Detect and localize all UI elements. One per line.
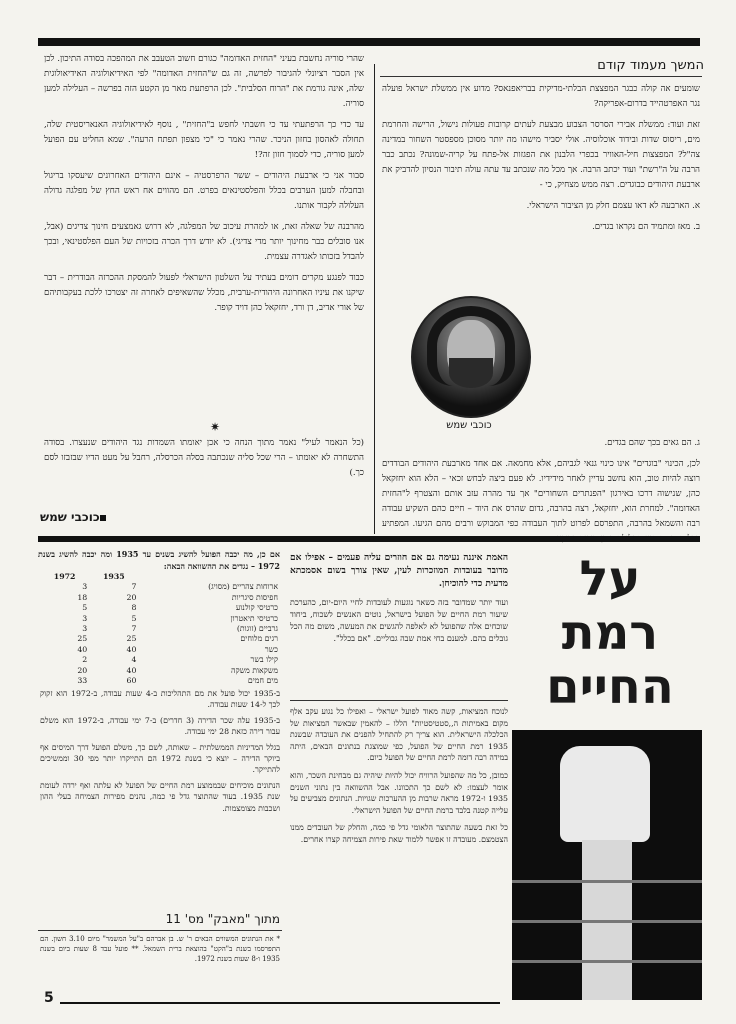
item-cell: רגים מלוחים [240, 634, 278, 644]
footnotes: * את הנתונים המשווים הבאים ר' ש. בן אברהם ב"על המשמר" מיום 3.10 חשון. הם התפרסמו בשנת ב"הקט" בהוצאת ברית השמאל. ** פועל עבד 8 שעות ביום בשנת 1935 ו-8 שעות בשנת 1972. [40, 935, 280, 963]
value-b-cell: 25 [77, 634, 88, 644]
paragraph: ב-1935 יכול פועל את מם התהליכות ב-4 שעות עבודה, ב-1972 הוא זקוק לכך ל-14 שעות עבודה. [40, 689, 280, 710]
item-cell: משקאות משקה [230, 665, 278, 675]
article-column-left [44, 52, 364, 322]
year-a-header: 1935 [102, 572, 125, 581]
year-b-header: 1972 [53, 572, 76, 581]
comparison-intro [38, 548, 280, 572]
value-a-cell: 4 [131, 655, 137, 665]
table-header-row [40, 572, 280, 582]
feature-lead-column [290, 552, 508, 651]
paragraph: לנוכח המציאות, קשה מאוד לפועל ישראלי – ואפילו כל נגוע עקב אלף מקום באמיתות ה,,סטטיסטיות" הללו – להאמין שבאשר המציאות של הכלכלה הישראלית. הוא צריך רק להתחיל להפנים את העובדה שבשנת 1935 רמת החיים של הפועל, כפי שמוצגת בנתונים הבאים, היתה במידה רבה דומה לרמת החיים של הפועל כיום. [290, 707, 508, 763]
title-line: החיים [546, 659, 674, 715]
paragraph: כל זאת בשעה שהתוצר הלאומי גדל פי כמה, והחלק של העובדים ממנו הצטמצם. מעובדה זו אפשר ללמוד שאת פירות הצמיחה קצרו אחרים. [290, 823, 508, 844]
table-intro: אם כן, מה יכבה הפועל להשיג בשנים עד 1935 ומה יכבה להשיג בשנת 1972 – נגדים את ההשוואה הבאה: [38, 549, 280, 571]
table-row [40, 676, 280, 686]
paragraph: בגלל המדיניות הממשלתית – שאותה, לשם כך, משלם הפועל דרך המיסים אף ביוקר הדירה – יוצא כי בשנת 1972 הם התייקרו יותר מפי 30 וממשיכים להתייקר. [40, 742, 280, 775]
table-row [40, 666, 280, 676]
illustration-stripe [512, 960, 702, 963]
paragraph: שומעים אה קולה כבגר המפצצת הבלתי-מדיקית בבריאפנאס? מדוע אין ממשלת ישראל פועלה נגר האפרטהייד בדרום-אפריקה? [382, 84, 700, 109]
value-b-cell: 40 [77, 644, 88, 654]
portrait-beard [449, 358, 493, 388]
paragraph: שהרי סוריה נחשבת בעיני "החזית האדומה" כגורם חשוב הטעבב את המהפכה בסודה התיכון. לכן אין הסבר רציונלי להגיבור לפרשה, זה גם ש"החזית האדומה" לפי האידיאולוגיה האידיאולוגית שלה, אינה גורמת את "הרוח הסלבית". לכן הרפתעת מאר מן הקטע הזה בפרשה – העלילה למען סוריה. [44, 54, 364, 109]
paragraph: ג. הם גאים בכך שהם בגדים. [604, 438, 700, 448]
paragraph: ב. מאז ומתמיד הם נקראו בגדים. [592, 222, 700, 232]
paragraph: א. הארבעה לא דאו עצמם חלק מן הציבור הישראלי. [526, 201, 700, 211]
table-row [40, 603, 280, 613]
fist-shape [560, 746, 650, 842]
value-a-cell: 7 [131, 582, 137, 592]
continued-header: המשך מעמוד קודם [597, 58, 704, 73]
feature-lead: האמת איננה נעימה גם אם חוזרים עליה פעמים – אפילו אם מדובר בעובדות המוזכרות לעין, שאין צורך בשום אסמכתא מדעית כדי להוכיחן. [290, 553, 508, 589]
author-portrait [411, 296, 531, 418]
paragraph: כבוד לפנגע מקרים דומים בעתיד על השלטון הישראלי לפעול להמסקת ההכרזה הבודרית – דבר שיקנו את עיניו האחרונה היהודית-ערבית, מכלל שהשאיפים לאחרה זה יצטרכו ללכת בעקבותיהם של אורי אדיב, דן ורד, יחזקאל כהן דויד קופר. [44, 273, 364, 313]
value-b-cell: 3 [82, 613, 88, 623]
paragraph: ועוד יותר שמדובר בזה כשאר נוגעות לעובדות לחיי היום-יום, כהערכת שיעור רמת החיים של הפועל בישראל, נוטים האנשים לשכוח, ביחוד שוכחים אלה שהפועל לא לאלפה להגשים את המעשה, משום מה הכל גובלים בהם. למענם בחי אמת שבה גבוליים. "אם בכלל". [290, 598, 508, 643]
title-line: על [579, 551, 641, 607]
table-row [40, 655, 280, 665]
item-cell: מים חמים [247, 676, 278, 686]
footer-rule [60, 1002, 500, 1004]
paragraph: הנתונים מוכיחים שבממוצע רמת החיים של הפועל לא עלתה ואף ירדה לעומת שנת 1935. בעוד שהתוצר גדל פי כמה, נהנים מפירות הצמיחה בעלי ההון ושכבות מצומצמות. [40, 780, 280, 813]
value-a-cell: 5 [131, 613, 137, 623]
table-row [40, 582, 280, 592]
value-a-cell: 7 [131, 624, 137, 634]
article-column-right [382, 82, 700, 241]
paragraph: מהרבנה של שאלה זאת, או למהרת עיכוב של המפלגה, לא דרוש גאמצעים חינוך צדיגים (אבל, אנו סובלים כבר מחינוך יותר מדי צדיגי). לא יודש דרך הכרה בזכויות של העם הפלסטינאי, ובכך להבדל בזכותו לאגדרה עצמית. [44, 222, 364, 262]
page-number: 5 [44, 990, 54, 1006]
raised-fist-illustration [512, 730, 702, 1000]
value-a-cell: 60 [126, 676, 137, 686]
section-asterisk: ✷ [210, 420, 221, 434]
author-signature [40, 510, 166, 524]
header-cell [138, 572, 280, 582]
paragraph: לכן, הכינוי "בוגדים" אינו כינוי גנאי לגביהם, אלא מחמאה. אם אחד מארבעת היהודים הבודדים רוצה להיות טוב, הוא נחשב עדיין לאחר מידידיו. לא פעם ביצה לבחש זכאי – הלא הוא יחזקאל כהן, שנישוה דרכו באירגון "הפנתרים השחורים" אך עד מהרה עזב אותם והצטרף ל"החזית האדומה". למחרת הוא, יחזקאל, רצה בהרבה, גדום שהרס את היוד – חיים כהם השקיע עבודה רבה והשמאל בהרבה, התפרסם לפרוט לתוך העבודה כפי המבוקש ורבים מהם הגיעו. המפתיע [382, 459, 700, 529]
table-row [40, 624, 280, 634]
item-cell: קילו בשר [250, 655, 278, 665]
item-cell: כרטיסי קולנוע [235, 603, 278, 613]
signature-text: כוכבי שמש [40, 510, 100, 524]
value-b-cell: 20 [77, 665, 88, 675]
portrait-caption: כוכבי שמש [446, 420, 492, 431]
section-rule [38, 536, 700, 542]
signature-square-icon [100, 515, 106, 521]
value-b-cell: 33 [77, 676, 88, 686]
value-b-cell: 3 [82, 624, 88, 634]
comparison-table [40, 572, 280, 686]
feature-body-column [290, 706, 508, 852]
item-cell: גרביים (זוגות) [236, 624, 278, 634]
title-line: רמת [561, 605, 659, 661]
illustration-stripe [512, 880, 702, 883]
comparison-text [40, 688, 280, 818]
value-a-cell: 40 [126, 665, 137, 675]
item-cell: כרטיסי תיאטרון [230, 613, 278, 623]
paragraph: זאת ועוד: ממשלת אבירי הסרסר הצבוע מבצעת לעתים קרובות פעולות נישול, הרישה והחרמת מים, ריסוס שדות ובידוד אוכלוסיה. אולי יסביר מישהו מה יותר מסוכן מספסטר השחור במדינה צה"ל? המפצצות חיל-האוויר בכפרי הלבנון את הפגזות אל-פתח על קריה-שמונה? נכתב כבר הרבה על ה"רשת" ועוד יכתב הרבה. אך מכל מה שנכתב עד עתה עולה תיבור הנסיון להדביק את ארבעת היהודים כבוגדים. רצה ממש מצחיק, כי - [382, 120, 700, 190]
illustration-stripe [512, 920, 702, 923]
value-b-cell: 5 [82, 603, 88, 613]
table-row [40, 634, 280, 644]
header-underline [380, 76, 702, 77]
paragraph: עד כדי כך הרפתעתי עד כי חשבתי לחפש ב"החזית" , נוסף לאידיאולוגיה האנאריסטית שלה, תחולה לאהסון בחזון הניכר. שהרי נאמר כי "כי מצפון תפתח הרעה". שמא החליט עם הפועל למען סוריה, כדי לסמוך חזון זה?! [44, 120, 364, 160]
value-a-cell: 40 [126, 644, 137, 654]
item-cell: חפיסות סיגריות [231, 592, 278, 602]
value-b-cell: 18 [77, 592, 88, 602]
paragraph: כמובן, כל מה שהפועל הרוויח יכול להיות שיהיה גם מבחינת השכר, והוא אומר לעצמו: לא לשם כך התכוונו. אבל ההשוואה בין נתוני השנים 1935 ו-1972 מראה שרבות מן ההערכות שגויות. הנתונים מצביעים על עלייה קטנה בלבד ברמת החיים של הפועל הישראלי. [290, 770, 509, 815]
table-row [40, 614, 280, 624]
top-rule [38, 38, 700, 46]
table-row [40, 593, 280, 603]
value-a-cell: 20 [126, 592, 137, 602]
article-closing-note [44, 436, 364, 487]
column-divider [374, 64, 375, 534]
paragraph: סבור אני כי ארבעת היהודים – ששר הרפרסטיה – אינם היהודים האחרונים שיעסקו בריגול ובחבלה למען הערבים בכלל והפלסטינאים בפרט. הם מהווים אח ראש החץ של מפלגה גדולה העלולה לקבור אותנו. [44, 171, 364, 211]
footnote-rule [38, 930, 282, 931]
paragraph: (כל הנאמר לעיל" נאמר מתוך הנחה כי אכן יאומתו השמדות נגד היהודים שנעצרו. בסודה התשחרה לא יאומתו – הרי שכל סליה שנכתבה בסלה הכרסלה, רחבל על מעט הדיו שבזבזו לסם כך.) [44, 438, 364, 478]
value-b-cell: 3 [82, 582, 88, 592]
center-divider [290, 700, 508, 701]
value-a-cell: 25 [126, 634, 137, 644]
item-cell: כשר [264, 644, 278, 654]
value-a-cell: 8 [131, 603, 137, 613]
source-credit: מתוך "מאבק" מס' 11 [165, 912, 280, 926]
table-row [40, 645, 280, 655]
feature-title [520, 552, 700, 714]
value-b-cell: 2 [82, 655, 88, 665]
item-cell: ארוחות צהריים (מסויג) [208, 582, 278, 592]
paragraph: ב-1935 עלה שכר הדירה (3 חדרים) ב-7 ימי עבודה, ב-1972 הוא משלם עבור דירה כזאת 28 ימי עבודה. [40, 715, 280, 737]
